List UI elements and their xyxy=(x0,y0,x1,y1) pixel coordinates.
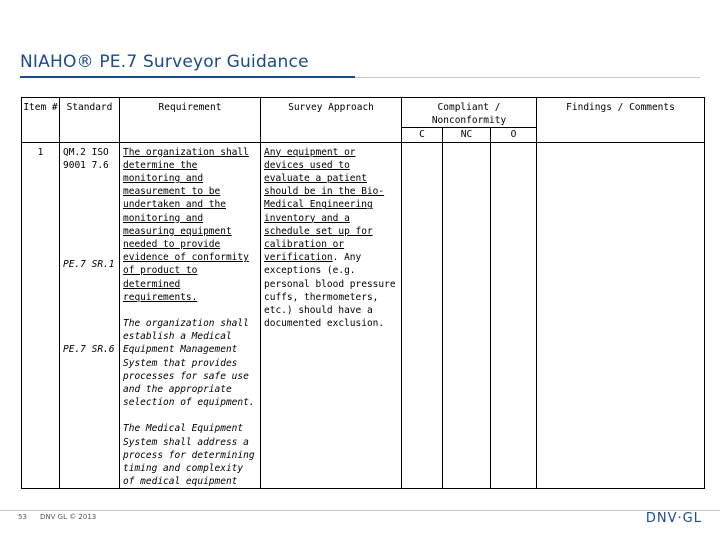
requirement-text-2: The organization shall establish a Medical Equipment Management System that provides processes for safe use and the appropriate selection of equipment. xyxy=(123,318,255,409)
standard-ref-1: QM.2 ISO 9001 7.6 xyxy=(63,146,109,171)
requirement-text-1: The organization shall determine the monitoring and measurement to be undertaken and the monitoring and measuring equipment needed to provide evidence of conformity of product to determined requirements. xyxy=(123,146,249,303)
title-underline xyxy=(20,76,355,78)
survey-text-underlined: Any equipment or devices used to evaluate a patient should be in the Bio-Medical Engineering inventory and a schedule set up for calibration or verification xyxy=(264,146,385,264)
header-standard: Standard xyxy=(60,98,120,143)
header-o: O xyxy=(491,128,537,142)
footer-copyright: DNV GL © 2013 xyxy=(40,513,97,521)
row-compliant-c xyxy=(402,142,443,489)
header-c: C xyxy=(402,128,443,142)
header-item: Item # xyxy=(22,98,60,143)
header-compliant: Compliant / Nonconformity xyxy=(402,98,537,128)
standard-ref-3: PE.7 SR.6 xyxy=(63,344,115,356)
page-title: NIAHO® PE.7 Surveyor Guidance xyxy=(20,52,309,72)
row-item-number: 1 xyxy=(22,142,60,489)
header-nc: NC xyxy=(443,128,491,142)
footer-divider xyxy=(0,510,720,511)
header-findings: Findings / Comments xyxy=(537,98,705,143)
title-divider xyxy=(355,77,700,78)
survey-text: . Any exceptions (e.g. personal blood pressure cuffs, thermometers, etc.) should have a documented exclusion. xyxy=(264,252,396,330)
standard-ref-2: PE.7 SR.1 xyxy=(63,259,115,271)
row-survey-approach xyxy=(261,142,402,489)
row-compliant-nc xyxy=(443,142,491,489)
row-requirement xyxy=(120,142,261,489)
row-findings xyxy=(537,142,705,489)
guidance-table xyxy=(21,97,705,489)
header-requirement: Requirement xyxy=(120,98,261,143)
header-survey-approach: Survey Approach xyxy=(261,98,402,143)
requirement-text-3: The Medical Equipment System shall address a process for determining timing and complexity of medical equipment xyxy=(123,423,255,488)
dnvgl-logo: DNV·GL xyxy=(645,511,702,526)
page-number: 53 xyxy=(18,513,27,521)
row-compliant-o xyxy=(491,142,537,489)
row-standard xyxy=(60,142,120,489)
